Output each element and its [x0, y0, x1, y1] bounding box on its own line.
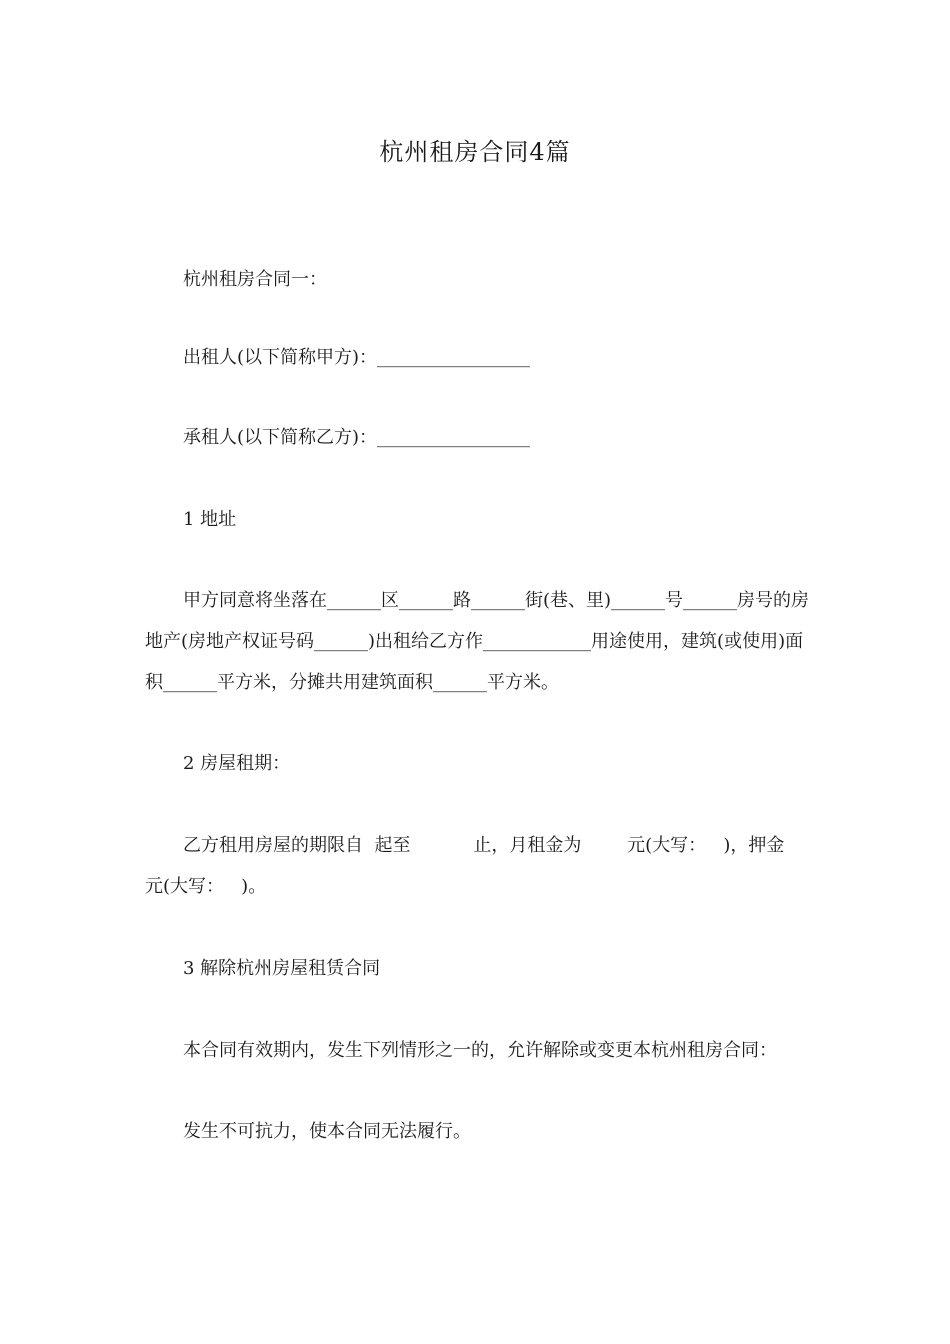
term-clause: 乙方租用房屋的期限自 起至 止，月租金为 元(大写： )，押金 元(大写： )。 — [145, 835, 802, 897]
lessee-line: 承租人(以下简称乙方)：_________________ — [183, 427, 531, 448]
contract-heading: 杭州租房合同一： — [183, 269, 327, 290]
force-majeure-clause: 发生不可抗力，使本合同无法履行。 — [183, 1121, 471, 1142]
section-termination-heading: 3 解除杭州房屋租赁合同 — [183, 958, 381, 979]
termination-clause: 本合同有效期内，发生下列情形之一的，允许解除或变更本杭州租房合同： — [183, 1040, 777, 1061]
section-address-heading: 1 地址 — [183, 509, 237, 530]
document-title: 杭州租房合同4篇 — [379, 138, 571, 166]
lessor-line: 出租人(以下简称甲方)：_________________ — [183, 347, 531, 368]
section-term-heading: 2 房屋租期： — [183, 753, 291, 774]
address-clause: 甲方同意将坐落在______区______路______街(巷、里)______号______房号的房地产(房地产权证号码______)出租给乙方作____________用途使用，建筑(或使用)面积______平方米，分摊共用建筑面积______平方米。 — [145, 590, 810, 693]
